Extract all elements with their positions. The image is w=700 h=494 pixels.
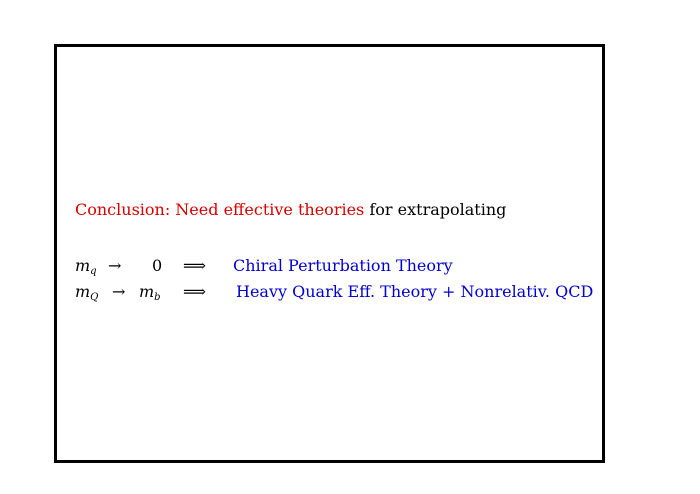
implies-arrow: ⟹ <box>183 282 206 301</box>
limit-arrow: → <box>108 256 122 275</box>
theory-chiral-perturbation: Chiral Perturbation Theory <box>233 256 453 275</box>
mass-subscript: Q <box>90 292 99 303</box>
target-value: 0 <box>152 256 163 275</box>
mass-symbol: m <box>139 282 155 301</box>
light-quark-mass <box>75 256 97 277</box>
bottom-quark-mass <box>139 282 161 303</box>
mass-subscript: b <box>154 292 161 303</box>
conclusion-line <box>75 200 506 219</box>
mass-symbol: m <box>75 256 91 275</box>
limit-arrow: → <box>112 282 126 301</box>
conclusion-rest: for extrapolating <box>364 200 507 219</box>
mass-symbol: m <box>75 282 91 301</box>
mass-subscript: q <box>90 266 97 277</box>
conclusion-lead: Conclusion: Need effective theories <box>75 200 365 219</box>
heavy-quark-mass <box>75 282 98 303</box>
limit-target <box>152 256 162 275</box>
theory-heavy-quark-nrqcd: Heavy Quark Eff. Theory + Nonrelativ. QCD <box>236 282 594 301</box>
implies-arrow: ⟹ <box>183 256 206 275</box>
slide-frame <box>54 44 605 463</box>
